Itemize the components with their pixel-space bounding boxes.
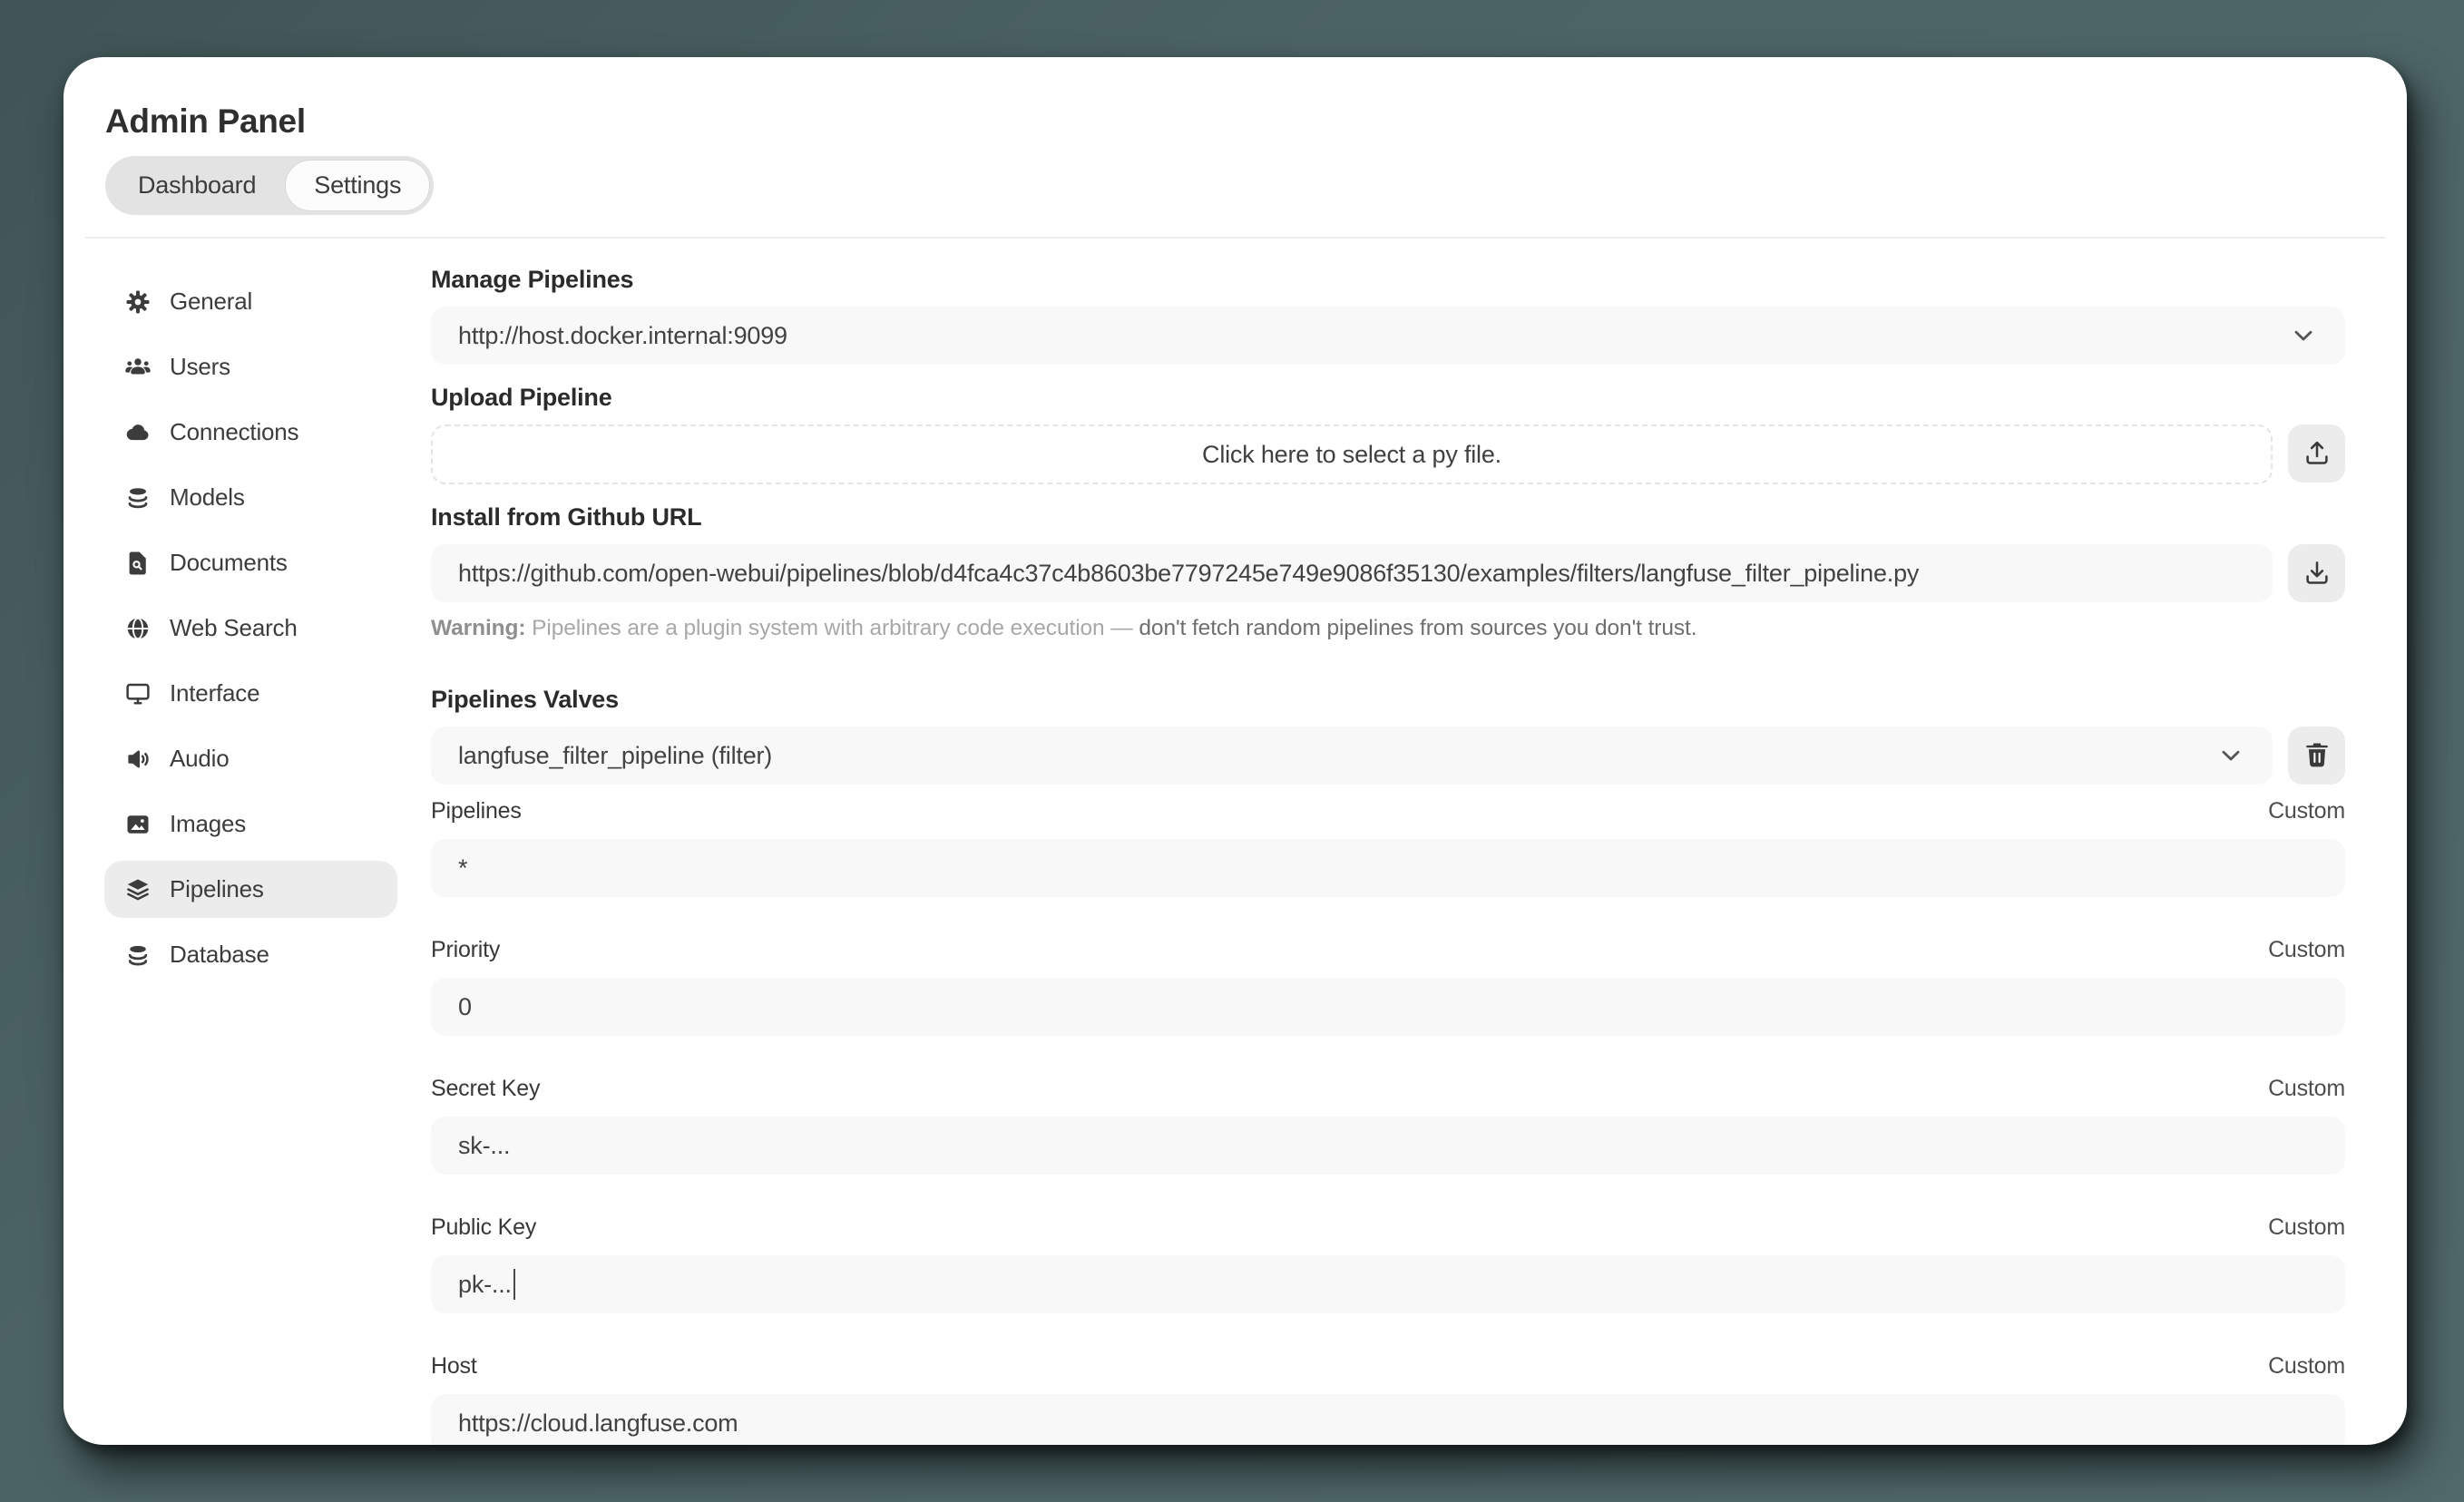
pipelines-url-select[interactable] xyxy=(431,307,2345,365)
chevron-down-icon xyxy=(2289,321,2318,350)
sidebar-item-label: Models xyxy=(170,483,245,511)
install-github-heading: Install from Github URL xyxy=(431,503,702,531)
sidebar-item-label: Users xyxy=(170,353,230,380)
header xyxy=(64,57,2407,215)
valve-custom-toggle[interactable]: Custom xyxy=(2268,1214,2345,1240)
settings-sidebar xyxy=(104,239,397,1445)
sidebar-item-label: Images xyxy=(170,810,247,837)
sidebar-item-images[interactable] xyxy=(104,795,397,853)
page-title: Admin Panel xyxy=(105,102,306,140)
github-url-value: https://github.com/open-webui/pipelines/blob/d4fca4c37c4b8603be7797245e749e9086f35130/examples/filters/langfuse_filter_pipeline.py xyxy=(458,559,1920,587)
sidebar-item-label: Audio xyxy=(170,745,230,772)
pipelines-valves-heading: Pipelines Valves xyxy=(431,686,619,713)
sidebar-item-audio[interactable] xyxy=(104,730,397,787)
sidebar-item-label: Connections xyxy=(170,418,299,445)
upload-button[interactable] xyxy=(2288,424,2345,483)
sidebar-item-pipelines[interactable] xyxy=(104,861,397,918)
valve-public-key-input[interactable] xyxy=(431,1255,2345,1313)
sidebar-item-database[interactable] xyxy=(104,926,397,983)
valve-custom-toggle[interactable]: Custom xyxy=(2268,937,2345,962)
manage-pipelines-heading: Manage Pipelines xyxy=(431,266,634,293)
sidebar-item-general[interactable] xyxy=(104,273,397,330)
download-install-button[interactable] xyxy=(2288,544,2345,602)
valve-input-value: https://cloud.langfuse.com xyxy=(458,1409,738,1437)
sidebar-item-label: Interface xyxy=(170,679,260,707)
text-cursor xyxy=(513,1269,516,1300)
github-url-input[interactable] xyxy=(431,544,2273,602)
valve-field-secret-key xyxy=(431,1076,2345,1175)
valve-field-label: Priority xyxy=(431,937,501,962)
pipelines-warning-text: Warning: Pipelines are a plugin system with arbitrary code execution — don't fetch random pipelines from sources you don't trust. xyxy=(431,616,1697,640)
valve-field-host xyxy=(431,1353,2345,1445)
valve-field-label: Pipelines xyxy=(431,798,522,824)
speaker-icon xyxy=(124,746,152,773)
sidebar-item-connections[interactable] xyxy=(104,404,397,461)
sidebar-item-label: Web Search xyxy=(170,614,298,641)
pipelines-url-selected-value: http://host.docker.internal:9099 xyxy=(458,321,787,349)
upload-dropzone-label: Click here to select a py file. xyxy=(1202,440,1501,468)
valve-field-label: Host xyxy=(431,1353,477,1379)
valve-priority-input[interactable] xyxy=(431,978,2345,1036)
upload-pipeline-dropzone[interactable] xyxy=(431,424,2273,484)
photo-icon xyxy=(124,811,152,838)
tab-dashboard[interactable]: Dashboard xyxy=(138,171,257,199)
valve-input-value: sk-... xyxy=(458,1131,511,1159)
valve-custom-toggle[interactable]: Custom xyxy=(2268,1076,2345,1101)
valve-field-public-key xyxy=(431,1214,2345,1313)
valve-custom-toggle[interactable]: Custom xyxy=(2268,798,2345,824)
sidebar-item-models[interactable] xyxy=(104,469,397,526)
globe-icon xyxy=(124,615,152,642)
tab-settings[interactable]: Settings xyxy=(285,160,430,211)
cloud-icon xyxy=(124,419,152,446)
sidebar-item-label: Documents xyxy=(170,549,288,576)
monitor-icon xyxy=(124,680,152,707)
layers-icon xyxy=(124,876,152,903)
pipelines-settings-panel xyxy=(431,239,2345,1445)
trash-icon xyxy=(2303,740,2332,772)
valve-custom-toggle[interactable]: Custom xyxy=(2268,1353,2345,1379)
document-search-icon xyxy=(124,550,152,577)
database-icon xyxy=(124,941,152,969)
valve-secret-key-input[interactable] xyxy=(431,1117,2345,1175)
users-icon xyxy=(124,354,152,381)
delete-pipeline-button[interactable] xyxy=(2288,727,2345,785)
sidebar-item-documents[interactable] xyxy=(104,534,397,591)
sidebar-item-interface[interactable] xyxy=(104,665,397,722)
valve-pipeline-select[interactable] xyxy=(431,727,2273,785)
model-stack-icon xyxy=(124,484,152,512)
chevron-down-icon xyxy=(2216,741,2245,770)
upload-icon xyxy=(2303,438,2332,470)
valve-field-label: Public Key xyxy=(431,1214,537,1240)
sidebar-item-label: Pipelines xyxy=(170,875,264,902)
admin-panel-window xyxy=(64,57,2407,1445)
sidebar-item-users[interactable] xyxy=(104,338,397,395)
valve-field-priority xyxy=(431,937,2345,1036)
download-icon xyxy=(2303,558,2332,590)
valve-input-value: * xyxy=(458,853,468,882)
sidebar-item-label: General xyxy=(170,288,253,315)
valve-field-pipelines xyxy=(431,798,2345,897)
sidebar-item-web-search[interactable] xyxy=(104,600,397,657)
tab-bar xyxy=(105,156,434,215)
sidebar-item-label: Database xyxy=(170,941,269,968)
gear-icon xyxy=(124,288,152,316)
upload-pipeline-heading: Upload Pipeline xyxy=(431,384,612,411)
valve-pipelines-input[interactable] xyxy=(431,839,2345,897)
valve-host-input[interactable] xyxy=(431,1394,2345,1445)
valve-pipeline-selected-value: langfuse_filter_pipeline (filter) xyxy=(458,741,773,769)
valve-input-value: 0 xyxy=(458,992,472,1020)
valve-field-label: Secret Key xyxy=(431,1076,541,1101)
valve-input-value: pk-... xyxy=(458,1270,512,1298)
